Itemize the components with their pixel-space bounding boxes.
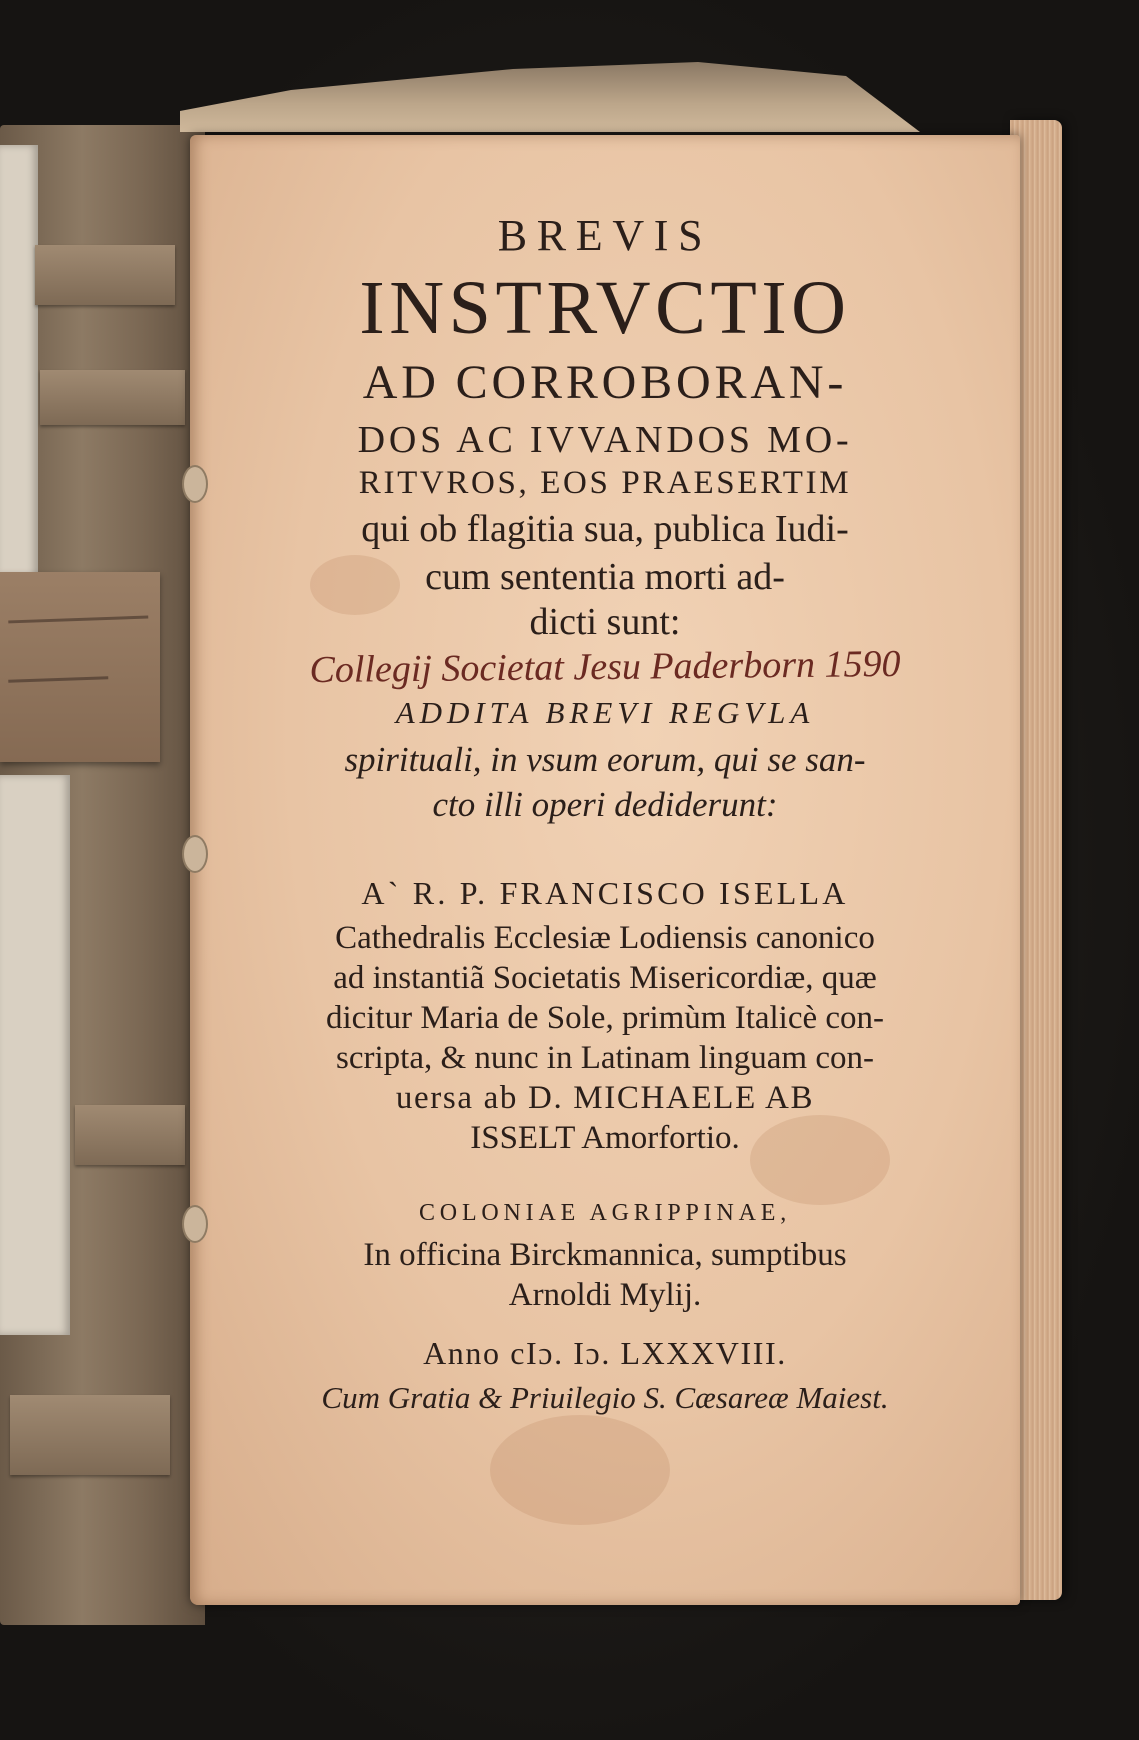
binding-manuscript-stub	[0, 572, 160, 762]
subtitle-line-2: cum sententia morti ad-	[425, 556, 785, 598]
binding-paper-fragment	[0, 775, 70, 1335]
imprint-year: Anno cIɔ. Iɔ. LXXXVIII.	[423, 1335, 787, 1371]
body-line-5: uersa ab D. MICHAELE AB	[395, 1080, 815, 1116]
sewing-thread	[182, 835, 208, 873]
body-line-2: ad instantiã Societatis Misericordiæ, quæ	[333, 960, 877, 996]
body-line-3: dicitur Maria de Sole, primùm Italicè con-	[325, 1000, 885, 1036]
addita-line: ADDITA BREVI REGVLA	[395, 695, 815, 730]
imprint-line-1: In officina Birckmannica, sumptibus	[363, 1237, 847, 1273]
ownership-inscription: Collegij Societat Jesu Paderborn 1590	[309, 642, 901, 692]
title-line-brevis: BREVIS	[497, 211, 713, 260]
binding-strip	[75, 1105, 185, 1165]
italic-line-1: spirituali, in vsum eorum, qui se san-	[344, 740, 866, 779]
title-line-instructio: INSTRVCTIO	[359, 266, 851, 350]
book-binding	[0, 125, 205, 1625]
title-line-iuvandos: DOS AC IVVANDOS MO-	[357, 419, 853, 461]
italic-line-2: cto illi operi dediderunt:	[432, 785, 778, 824]
stub-handwriting	[8, 660, 109, 682]
body-line-6: ISSELT Amorfortio.	[470, 1120, 740, 1156]
subtitle-line-3: dicti sunt:	[529, 601, 681, 643]
binding-strip	[40, 370, 185, 425]
author-line: A` R. P. FRANCISCO ISELLA	[361, 875, 849, 911]
subtitle-line-1: qui ob flagitia sua, publica Iudi-	[361, 508, 849, 550]
imprint-line-2: Arnoldi Mylij.	[508, 1277, 702, 1313]
foxing-spot	[490, 1415, 670, 1525]
title-page	[190, 135, 1020, 1605]
stub-handwriting	[8, 600, 149, 624]
title-line-corroboran: AD CORROBORAN-	[362, 356, 848, 409]
privilege-line: Cum Gratia & Priuilegio S. Cæsareæ Maiest.	[321, 1380, 889, 1415]
binding-paper-fragment	[0, 145, 38, 585]
binding-strip	[10, 1395, 170, 1475]
imprint-place: COLONIAE AGRIPPINAE,	[419, 1200, 791, 1226]
binding-strip	[35, 245, 175, 305]
body-line-1: Cathedralis Ecclesiæ Lodiensis canonico	[335, 920, 875, 956]
body-line-4: scripta, & nunc in Latinam linguam con-	[336, 1040, 874, 1076]
title-line-morituros: RITVROS, EOS PRAESERTIM	[358, 465, 852, 501]
